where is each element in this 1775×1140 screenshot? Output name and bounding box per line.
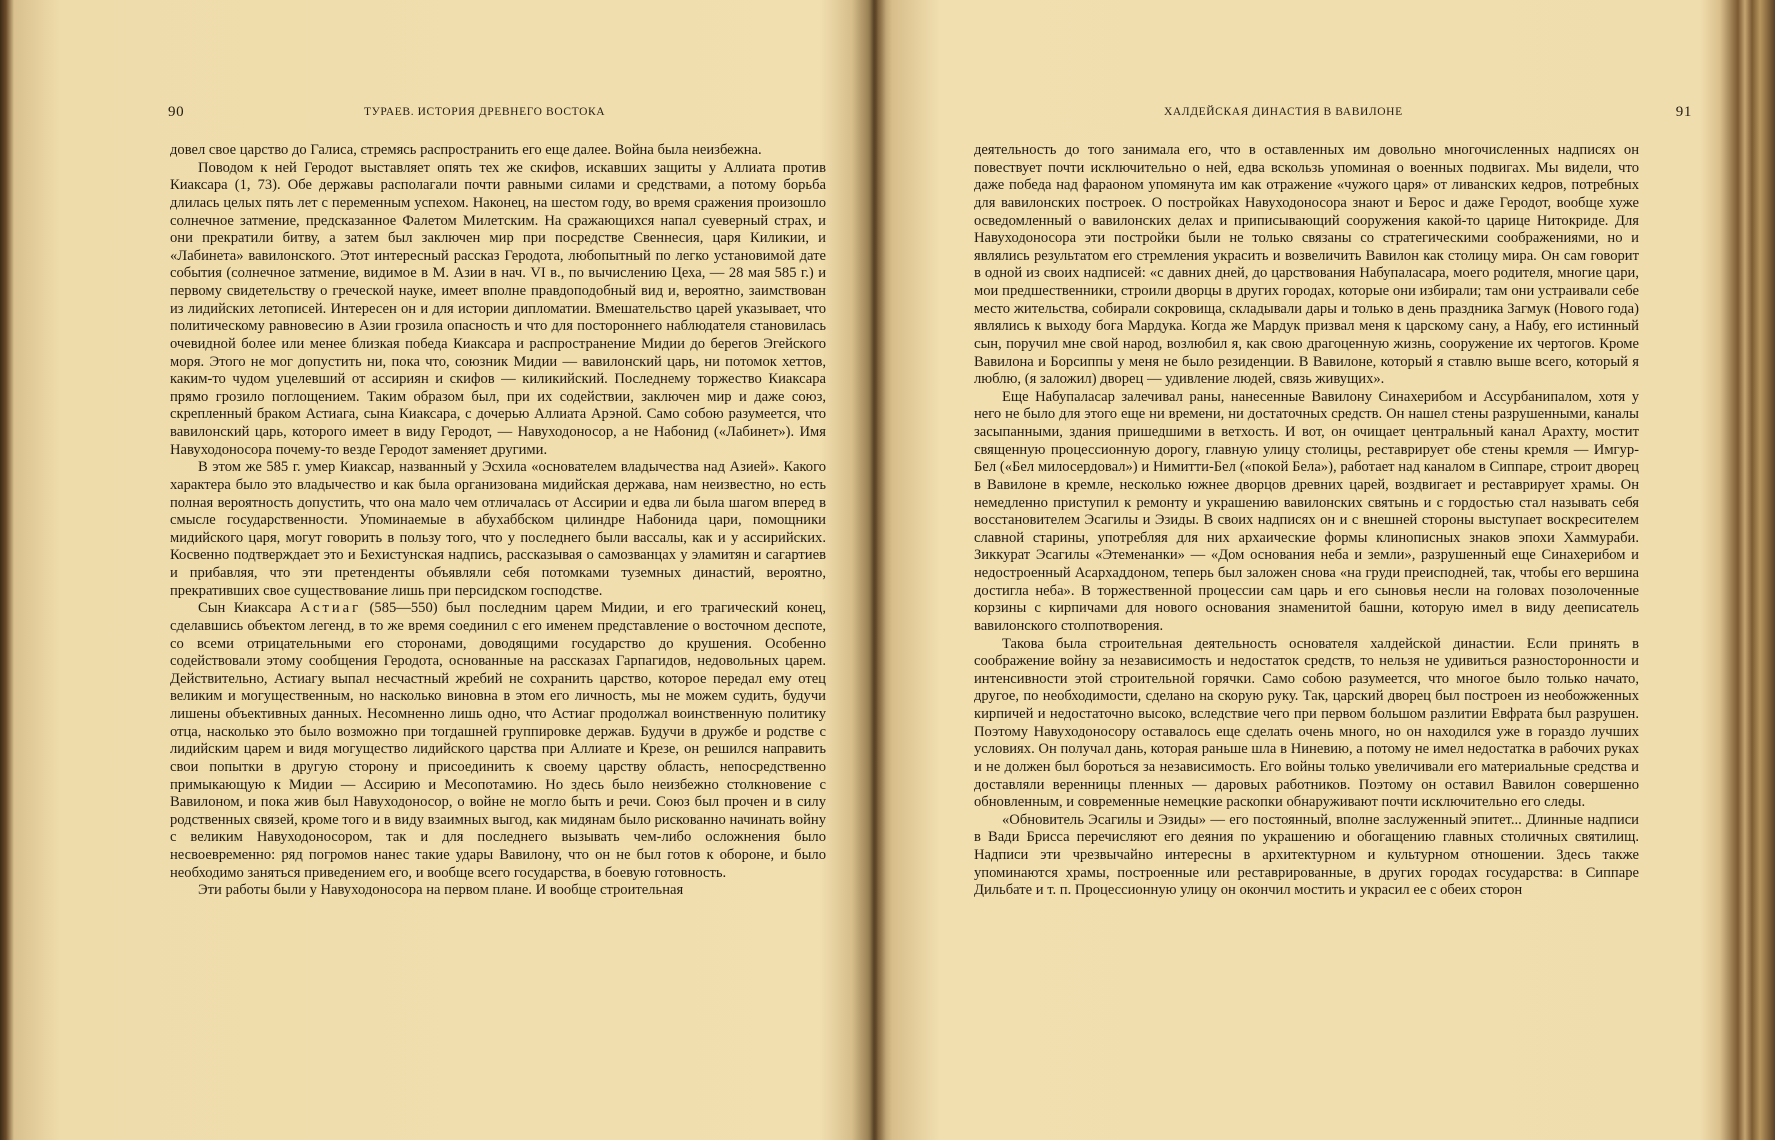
paragraph: Такова была строительная деятельность основателя халдейской династии. Если принять в соображение войну за независимость и недостаток средств, то нельзя не удивиться разносторонности и интенсивности этой строительной горячки. Само собою разумеется, что многое было только начато, другое, по необходимости, сделано на скорую руку. Так, царский дворец был построен из необожженных кирпичей и недостаточно высоко, вследствие чего при первом большом разлитии Евфрата был разрушен. Поэтому Навуходоносору оставалось еще сделать очень много, но он находился уже в гораздо лучших условиях. Он получал дань, которая раньше шла в Ниневию, а потому не имел недостатка в рабочих руках и не должен был бороться за независимость. Его войны только увеличивали его материальные средства и доставляли веренницы пленных — даровых работников. Поэтому он оставил Вавилон совершенно обновленным, и современные немецкие раскопки обнаруживают почти исключительно его следы.: [974, 635, 1639, 811]
left-running-head-title: ТУРАЕВ. ИСТОРИЯ ДРЕВНЕГО ВОСТОКА: [364, 106, 606, 118]
paragraph: Поводом к ней Геродот выставляет опять тех же скифов, искавших защиты у Аллиата против Киаксара (1, 73). Обе державы располагали почти равными силами и средствами, а потому борьба длилась целых пять лет с переменным успехом. Наконец, на шестом году, во время сражения произошло солнечное затмение, предсказанное Фалетом Милетским. На сражающихся напал суеверный страх, и они прекратили битву, а затем был заключен мир при посредстве Свеннесия, царя Киликии, и «Лабинета» вавилонского. Этот интересный рассказ Геродота, любопытный по легко установимой дате события (солнечное затмение, видимое в М. Азии в нач. VI в., по вычислению Цеха, — 28 мая 585 г.) и первому свидетельству о греческой науке, имеет вполне правдоподобный вид и, вероятно, заимствован из лидийских летописей. Интересен он и для истории дипломатии. Вмешательство царей указывает, что политическому равновесию в Азии грозила опасность и что для постороннего наблюдателя становилась очевидной более или менее близкая победа Киаксара и распространение Мидии до берегов Эгейского моря. Этого не мог допустить ни, пока что, союзник Мидии — вавилонский царь, ни потомок хеттов, каким-то чудом уцелевший от ассириян и скифов — киликийский. Последнему торжество Киаксара прямо грозило поглощением. Таким образом был, при их содействии, заключен мир и даже союз, скрепленный браком Астиага, сына Киаксара, с дочерью Аллиата Арэной. Само собою разумеется, что вавилонский царь, которого имеет в виду Геродот, — Навуходоносор, а не Набонид («Лабинет»). Имя Навуходоносора почему-то везде Геродот заменяет другими.: [170, 159, 826, 458]
astiag-intro: Сын Киаксара: [198, 600, 292, 617]
astiag-name: Астиаг: [299, 600, 362, 617]
right-page: [884, 0, 1734, 1140]
right-page-number: 91: [1675, 104, 1692, 120]
left-page-number: 90: [168, 104, 185, 120]
right-running-head-title: ХАЛДЕЙСКАЯ ДИНАСТИЯ В ВАВИЛОНЕ: [1164, 106, 1403, 118]
paragraph: «Обновитель Эсагилы и Эзиды» — его постоянный, вполне заслуженный эпитет... Длинные надписи в Вади Брисса перечисляют его деяния по украшению и обогащению главных столичных святилищ. Надписи эти чрезвычайно интересны в архитектурном и культурном отношении. Здесь также упоминаются храмы, построенные или реставрированные, в других городах государства: в Сиппаре Дильбате и т. п. Процессионную улицу он окончил мостить и украсил ее с обеих сторон: [974, 811, 1639, 899]
left-page-text: [170, 142, 826, 900]
paragraph: деятельность до того занимала его, что в оставленных им довольно многочисленных надписях он повествует почти исключительно о ней, едва вскользь упоминая о военных подвигах. Мы видели, что даже победа над фараоном упомянута им как отражение «чужого царя» от ливанских кедров, потребных для вавилонских построек. О постройках Навуходоносора знают и Берос и даже Геродот, вообще хуже осведомленный о вавилонских делах и приписывающий сооружения какой-то царице Нитокриде. Для Навуходоносора эти постройки были не только связаны со стратегическими соображениями, но и являлись результатом его стремления украсить и возвеличить Вавилон как столицу мира. Он сам говорит в одной из своих надписей: «с давних дней, до царствования Набупаласара, моего родителя, многие цари, мои предшественники, строили дворцы в других городах, которые они избирали; там они устраивали себе место жительства, собирали сокровища, складывали дары и только в день праздника Загмук (Нового года) являлись к выходу бога Мардука. Когда же Мардук призвал меня к царскому сану, а Набу, его истинный сын, поручил мне свой народ, возлюбил я, как свою драгоценную жизнь, сооружение их чертогов. Кроме Вавилона и Борсиппы у меня не было резиденции. В Вавилоне, который я ставлю выше всего, который я люблю, (я заложил) дворец — удивление людей, связь живущих».: [974, 142, 1639, 388]
paragraph-astiag: [170, 600, 826, 882]
astiag-text: (585—550) был последним царем Мидии, и его трагический конец, сделавшись объектом легенд, в то же время соединил с его именем представление о восточном деспоте, со всеми отрицательными его сторонами, доводящими государство до крушения. Особенно содействовали этому сообщения Геродота, основанные на рассказах Гарпагидов, недовольных царем. Действительно, Астиагу выпал несчастный жребий не сохранить царство, которое передал ему отец великим и могущественным, но насколько виновна в этом его личность, мы не можем судить, будучи лишены объективных данных. Несомненно лишь одно, что Астиаг продолжал воинственную политику отца, насколько это было возможно при тогдашней группировке держав. Будучи в дружбе и родстве с лидийским царем и видя могущество лидийского царства при Аллиате и Крезе, он решился направить свои попытки в другую сторону и присоединить к своему царству область, непосредственно примыкающую к Мидии — Ассирию и Месопотамию. Но здесь было неизбежно столкновение с Вавилоном, и пока жив был Навуходоносор, о войне не могло быть и речи. Союз был прочен и в силу родственных связей, кроме того и в виду взаимных выгод, как мидянам было рискованно начинать войну с великим Навуходоносором, так и для последнего вызывать чем-либо осложнения было несвоевременно: ряд погромов нанес такие удары Вавилону, что он не был готов к обороне, и было необходимо заняться приведением его, и вообще всего государства, в боевую готовность.: [170, 600, 826, 881]
paragraph: В этом же 585 г. умер Киаксар, названный у Эсхила «основателем владычества над Азией». Какого характера было это владычество и как была организована мидийская держава, нам неизвестно, но есть полная вероятность допустить, что она мало чем отличалась от Ассирии и едва ли была шагом вперед в смысле государственности. Упоминаемые в абухаббском цилиндре Набонида цари, помощники мидийского царя, могут говорить в пользу того, что у последнего были вассалы, как и у ассирийских. Косвенно подтверждает это и Бехистунская надпись, рассказывая о самозванцах у эламитян и сагартиев и прибавляя, что эти претенденты объявляли себя потомками туземных династий, вероятно, прекративших свое существование лишь при персидском господстве.: [170, 459, 826, 599]
paragraph: довел свое царство до Галиса, стремясь распространить его еще далее. Война была неизбежна.: [170, 142, 762, 158]
left-page: [20, 0, 870, 1140]
paragraph: Еще Набупаласар залечивал раны, нанесенные Вавилону Синахерибом и Ассурбанипалом, хотя у него не было для этого еще ни времени, ни достаточных средств. Он нашел стены разрушенными, каналы засыпанными, здания пришедшими в ветхость. И вот, он очищает центральный канал Арахту, мостит священную процессионную дорогу, главную улицу столицы, реставрирует обе стены кремля — Имгур-Бел («Бел милосердовал») и Нимитти-Бел («покой Бела»), работает над каналом в Сиппаре, строит дворец в Вавилоне в кремле, несколько южнее дворцов древних царей, воздвигает и реставрирует храмы. Он немедленно приступил к ремонту и украшению вавилонских святынь и с гордостью стал называть себя восстановителем Эсагилы и Эзиды. В своих надписях он и с внешней стороны выступает воскресителем славной старины, употребляя для них архаические формы клинописных знаков эпохи Хаммураби. Зиккурат Эсагилы «Этеменанки» — «Дом основания неба и земли», разрушенный еще Синахерибом и недостроенный Асархаддоном, теперь был заложен снова «на груди преисподней, так, чтобы его вершина достигла неба». В торжественной процессии сам царь и его сыновья несли на головах позолоченные корзины с кирпичами для нового основания знаменитой башни, которую имел в виду дееписатель вавилонского столпотворения.: [974, 388, 1639, 634]
left-running-header: [20, 104, 870, 126]
paragraph: Эти работы были у Навуходоносора на первом плане. И вообще строительная: [198, 882, 684, 899]
right-running-header: [884, 104, 1734, 126]
right-page-text: [974, 142, 1639, 900]
